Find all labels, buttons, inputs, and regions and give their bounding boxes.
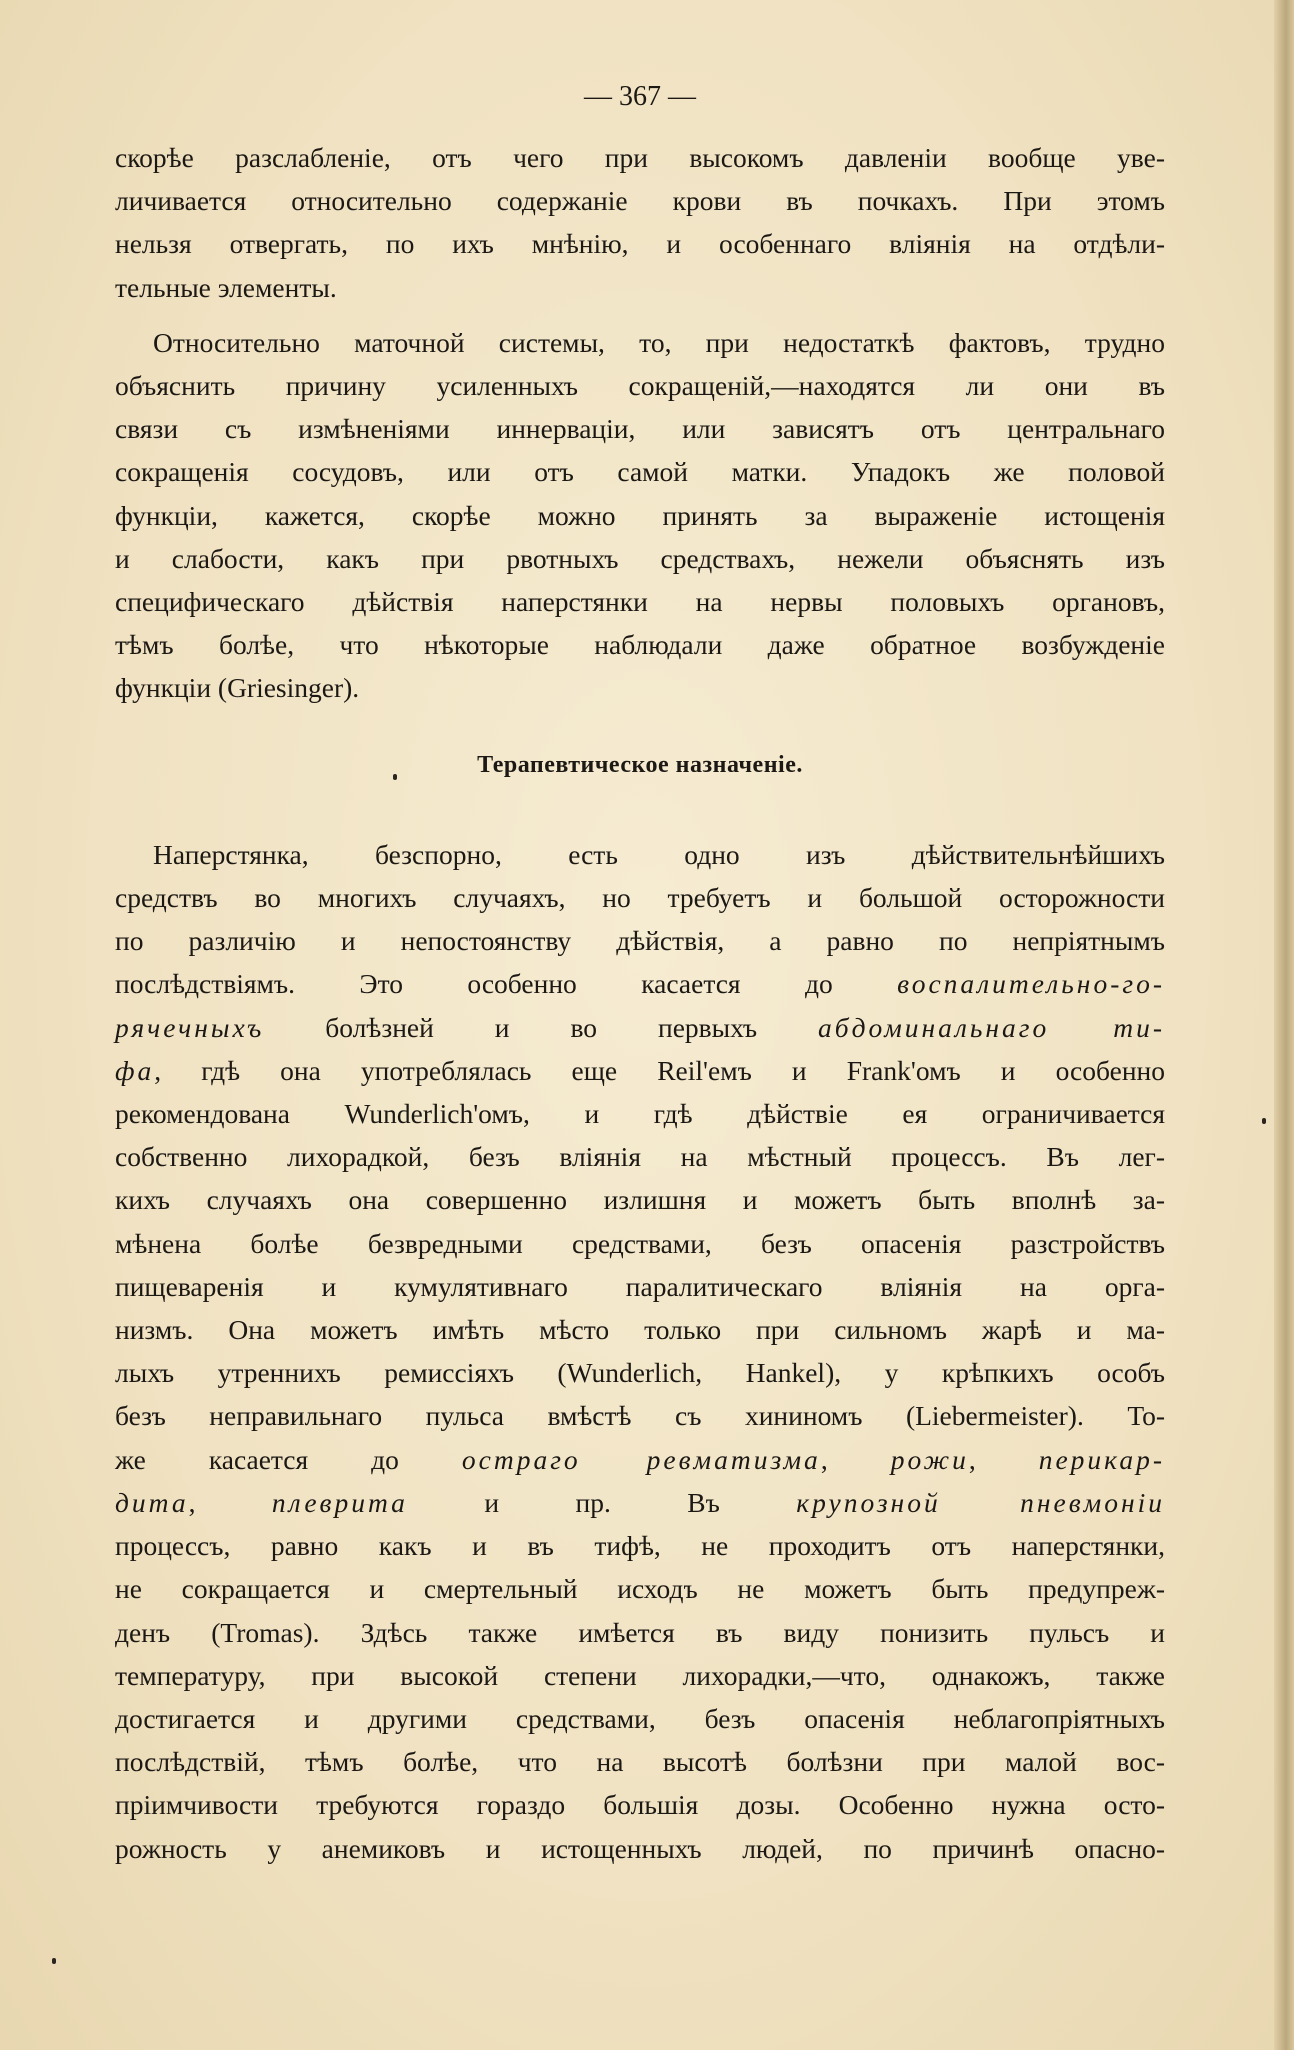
spaced-term: дита: [115, 1486, 189, 1518]
text-run: , гдѣ она употреблялась еще Reil'емъ и Frank'омъ и особенно: [154, 1054, 1165, 1086]
text-line: и слабости, какъ при рвотныхъ средствахъ, нежели объяснять изъ: [115, 542, 1165, 574]
text-line: собственно лихорадкой, безъ вліянія на мѣстный процессъ. Въ лег-: [115, 1141, 1165, 1173]
text-line: тельные элементы.: [115, 271, 337, 303]
print-speck: [1262, 1118, 1266, 1124]
text-line: достигается и другими средствами, безъ опасенія неблагопріятныхъ: [115, 1702, 1165, 1734]
text-run: ,: [820, 1443, 891, 1475]
spaced-term: фа: [115, 1054, 155, 1086]
text-run: послѣдствіямъ. Это особенно касается до: [115, 968, 898, 1000]
text-line: не сокращается и смертельный исходъ не можетъ быть предупреж-: [115, 1573, 1165, 1605]
text-line: [115, 962, 1165, 1005]
paragraph-2: [115, 321, 1165, 710]
text-line: связи съ измѣненіями иннерваціи, или зависятъ отъ центральнаго: [115, 413, 1165, 445]
text-line: тѣмъ болѣе, что нѣкоторые наблюдали даже обратное возбужденіе: [115, 629, 1165, 661]
text-line: низмъ. Она можетъ имѣть мѣсто только при сильномъ жарѣ и ма-: [115, 1314, 1165, 1346]
text-line: послѣдствій, тѣмъ болѣе, что на высотѣ болѣзни при малой вос-: [115, 1746, 1165, 1778]
spaced-term: рячечныхъ: [115, 1011, 265, 1043]
text-line: пищеваренія и кумулятивнаго паралитическаго вліянія на орга-: [115, 1270, 1165, 1302]
text-line: мѣнена болѣе безвредными средствами, безъ опасенія разстройствъ: [115, 1227, 1165, 1259]
text-line: [115, 1481, 1165, 1524]
spaced-term: абдоминальнаго ти-: [818, 1011, 1166, 1043]
text-line: рожность у анемиковъ и истощенныхъ людей, по причинѣ опасно-: [115, 1832, 1165, 1864]
text-run: болѣзней и во первыхъ: [264, 1011, 819, 1043]
text-line: безъ неправильнаго пульса вмѣстѣ съ хининомъ (Liebermeister). То-: [115, 1400, 1165, 1432]
text-run: ,: [188, 1486, 272, 1518]
page-edge: [1274, 0, 1294, 2050]
print-speck: [393, 774, 397, 780]
text-line: личивается относительно содержаніе крови въ почкахъ. При этомъ: [115, 185, 1165, 217]
text-line: денъ (Tromas). Здѣсь также имѣется въ виду понизить пульсъ и: [115, 1616, 1165, 1648]
text-line: пріимчивости требуются гораздо большія дозы. Особенно нужна осто-: [115, 1789, 1165, 1821]
text-run: ,: [968, 1443, 1039, 1475]
text-line: Относительно маточной системы, то, при недостаткѣ фактовъ, трудно: [153, 326, 1165, 358]
text-line: сокращенія сосудовъ, или отъ самой матки. Упадокъ же половой: [115, 456, 1165, 488]
text-line: по различію и непостоянству дѣйствія, а равно по непріятнымъ: [115, 925, 1165, 957]
paragraph-1: [115, 136, 1165, 309]
text-line: [115, 1049, 1165, 1092]
paragraph-3: [115, 833, 1165, 1870]
text-line: нельзя отвергать, по ихъ мнѣнію, и особеннаго вліянія на отдѣли-: [115, 228, 1165, 260]
text-line: объяснить причину усиленныхъ сокращеній,—находятся ли они въ: [115, 370, 1165, 402]
text-line: Наперстянка, безспорно, есть одно изъ дѣйствительнѣйшихъ: [153, 838, 1165, 870]
spaced-term: рожи: [890, 1443, 969, 1475]
print-speck: [52, 1958, 56, 1964]
text-line: лыхъ утреннихъ ремиссіяхъ (Wunderlich, Hankel), у крѣпкихъ особъ: [115, 1357, 1165, 1389]
spaced-term: перикар-: [1038, 1443, 1166, 1475]
text-line: рекомендована Wunderlich'омъ, и гдѣ дѣйствіе ея ограничивается: [115, 1098, 1165, 1130]
text-line: процессъ, равно какъ и въ тифѣ, не проходитъ отъ наперстянки,: [115, 1530, 1165, 1562]
text-line: средствъ во многихъ случаяхъ, но требуетъ и большой осторожности: [115, 882, 1165, 914]
text-line: [115, 1438, 1165, 1481]
text-line: функціи, кажется, скорѣе можно принять за выраженіе истощенія: [115, 499, 1165, 531]
text-run: же касается до: [115, 1443, 462, 1475]
text-run: и пр. Въ: [407, 1486, 797, 1518]
text-line: кихъ случаяхъ она совершенно излишня и можетъ быть вполнѣ за-: [115, 1184, 1165, 1216]
text-line: [115, 1006, 1165, 1049]
text-line: скорѣе разслабленіе, отъ чего при высокомъ давленіи вообще уве-: [115, 142, 1165, 173]
page-number: — 367 —: [584, 81, 696, 112]
text-line: температуру, при высокой степени лихорадки,—что, однакожъ, также: [115, 1659, 1165, 1691]
spaced-term: крупозной пневмоніи: [796, 1486, 1165, 1518]
section-heading: Терапевтическое назначеніе.: [477, 751, 803, 778]
text-column: [115, 70, 1165, 1870]
text-line: специфическаго дѣйствія наперстянки на нервы половыхъ органовъ,: [115, 586, 1165, 618]
spaced-term: плеврита: [271, 1486, 408, 1518]
spaced-term: остраго ревматизма: [461, 1443, 821, 1475]
spaced-term: воспалительно-го-: [897, 968, 1165, 1000]
text-line: функціи (Griesinger).: [115, 672, 360, 704]
